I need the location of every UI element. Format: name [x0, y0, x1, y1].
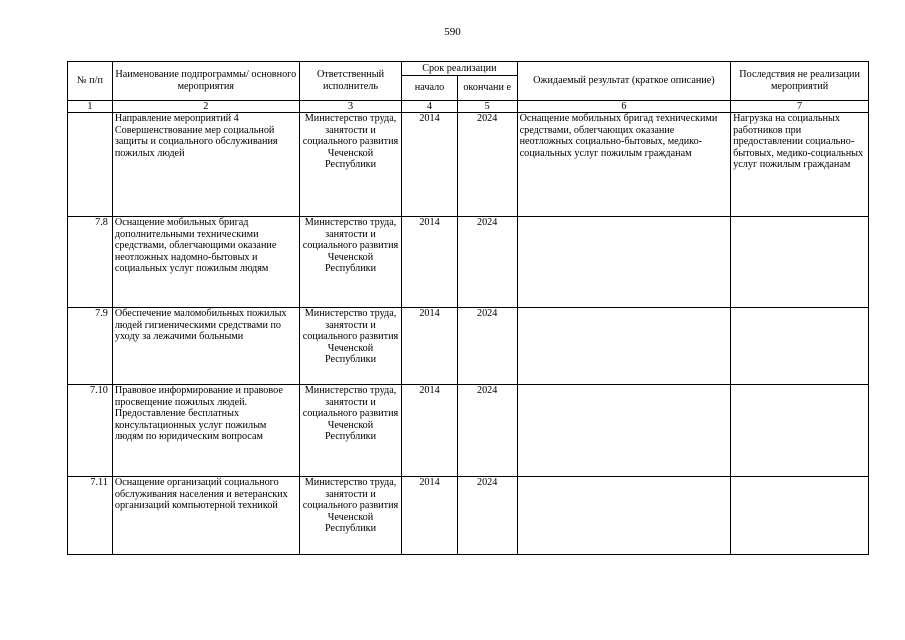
row-consequences: Нагрузка на социальных работников при предоставлении социально-бытовых, медико-социальных услуг пожилым гражданам	[731, 113, 869, 217]
row-responsible: Министерство труда, занятости и социального развития Чеченской Республики	[299, 113, 402, 217]
row-result	[517, 477, 731, 555]
table-row	[68, 477, 869, 555]
header-term: Срок реализации	[402, 62, 517, 76]
row-end: 2024	[457, 477, 517, 555]
header-consequences: Последствия не реализации мероприятий	[731, 62, 869, 101]
row-end: 2024	[457, 113, 517, 217]
header-name: Наименование подпрограммы/ основного мероприятия	[112, 62, 299, 101]
row-result	[517, 385, 731, 477]
row-start: 2014	[402, 385, 458, 477]
col-number: 4	[402, 101, 458, 113]
row-end: 2024	[457, 385, 517, 477]
col-number: 7	[731, 101, 869, 113]
table-row	[68, 113, 869, 217]
row-num	[68, 113, 113, 217]
table-row	[68, 385, 869, 477]
row-name: Оснащение мобильных бригад дополнительными техническими средствами, облегчающими оказание неотложных надомно-бытовых и социальных услуг пожилым людям	[112, 217, 299, 308]
row-end: 2024	[457, 308, 517, 385]
row-num: 7.8	[68, 217, 113, 308]
row-start: 2014	[402, 477, 458, 555]
row-num: 7.11	[68, 477, 113, 555]
row-result	[517, 217, 731, 308]
measures-table	[67, 61, 869, 555]
page-number: 590	[444, 26, 461, 38]
row-consequences	[731, 477, 869, 555]
row-name: Правовое информирование и правовое просвещение пожилых людей. Предоставление бесплатных консультационных услуг пожилым людям по юридическим вопросам	[112, 385, 299, 477]
row-name: Обеспечение маломобильных пожилых людей гигиеническими средствами по уходу за лежачими больными	[112, 308, 299, 385]
row-num: 7.9	[68, 308, 113, 385]
col-number: 6	[517, 101, 731, 113]
row-name: Оснащение организаций социального обслуживания населения и ветеранских организаций компьютерной техникой	[112, 477, 299, 555]
row-responsible: Министерство труда, занятости и социального развития Чеченской Республики	[299, 385, 402, 477]
table-row	[68, 217, 869, 308]
header-num: № п/п	[68, 62, 113, 101]
row-consequences	[731, 308, 869, 385]
col-number: 3	[299, 101, 402, 113]
column-number-row	[68, 101, 869, 113]
row-responsible: Министерство труда, занятости и социального развития Чеченской Республики	[299, 308, 402, 385]
row-consequences	[731, 385, 869, 477]
col-number: 2	[112, 101, 299, 113]
header-start: начало	[402, 76, 458, 101]
header-result: Ожидаемый результат (краткое описание)	[517, 62, 731, 101]
row-start: 2014	[402, 113, 458, 217]
row-consequences	[731, 217, 869, 308]
header-responsible: Ответственный исполнитель	[299, 62, 402, 101]
row-name: Направление мероприятий 4 Совершенствование мер социальной защиты и социального обслуживания пожилых людей	[112, 113, 299, 217]
header-end: окончани е	[457, 76, 517, 101]
row-start: 2014	[402, 217, 458, 308]
row-responsible: Министерство труда, занятости и социального развития Чеченской Республики	[299, 477, 402, 555]
row-start: 2014	[402, 308, 458, 385]
row-result	[517, 308, 731, 385]
table-row	[68, 308, 869, 385]
row-responsible: Министерство труда, занятости и социального развития Чеченской Республики	[299, 217, 402, 308]
col-number: 5	[457, 101, 517, 113]
row-end: 2024	[457, 217, 517, 308]
row-result: Оснащение мобильных бригад техническими средствами, облегчающих оказание неотложных социально-бытовых, медико-социальных услуг пожилым гражданам	[517, 113, 731, 217]
col-number: 1	[68, 101, 113, 113]
row-num: 7.10	[68, 385, 113, 477]
